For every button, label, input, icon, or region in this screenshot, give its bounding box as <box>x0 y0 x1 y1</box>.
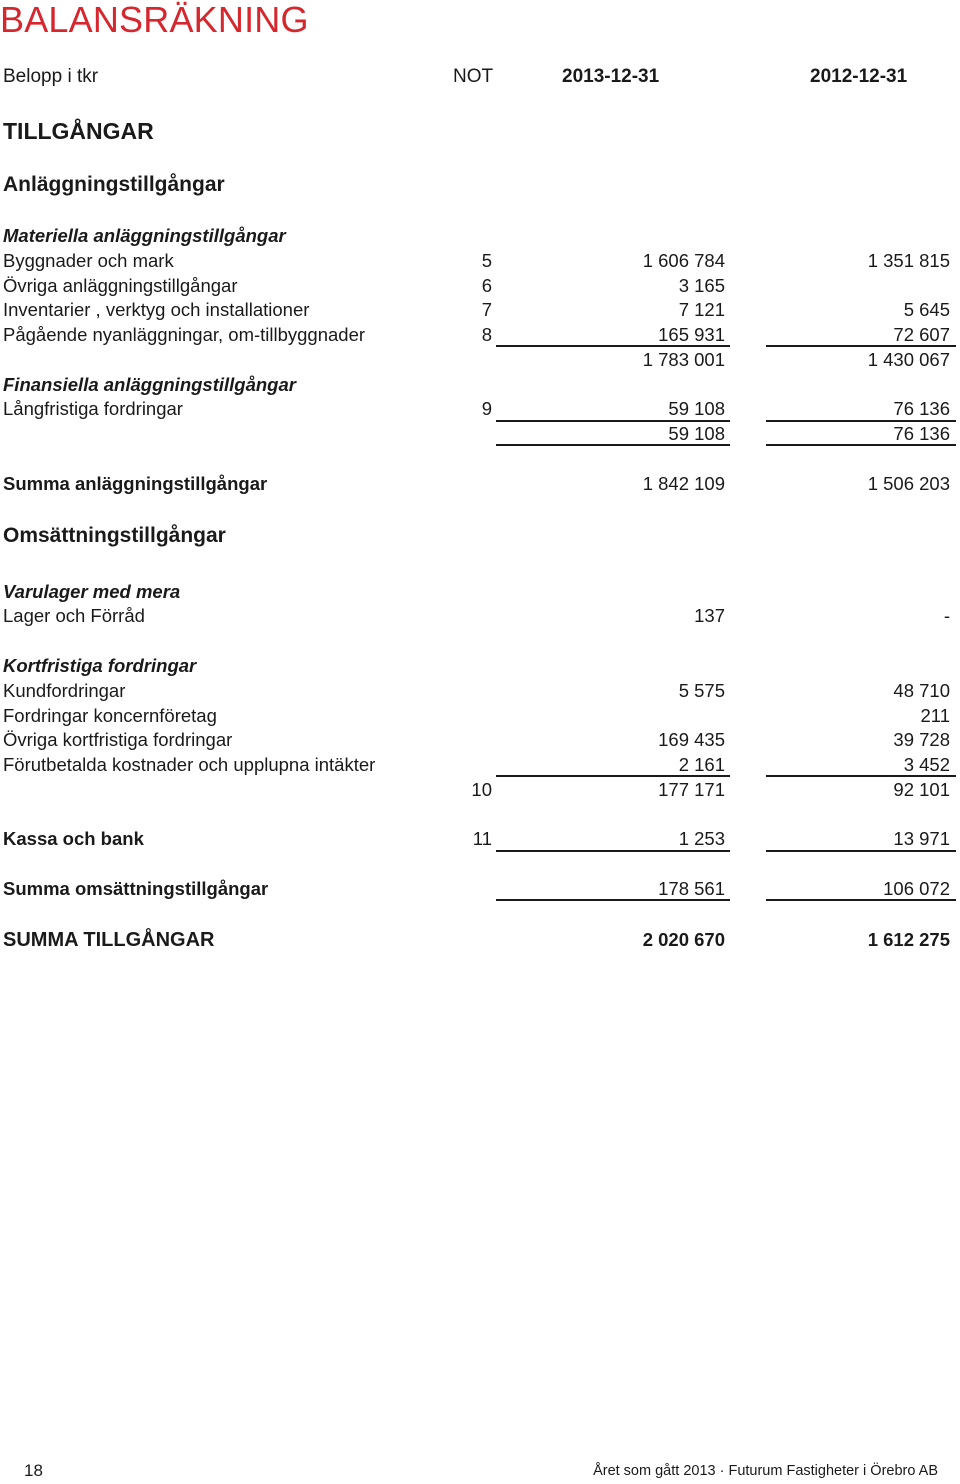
row-value-2012: 39 728 <box>893 729 950 750</box>
total-current-label: Summa omsättningstillgångar <box>3 878 269 899</box>
row-value-2012: 211 <box>920 705 950 726</box>
row-label: Lager och Förråd <box>3 605 145 626</box>
page-title: BALANSRÄKNING <box>0 0 309 40</box>
row-label: Förutbetalda kostnader och upplupna intäkter <box>3 754 376 775</box>
row-label: Långfristiga fordringar <box>3 398 183 419</box>
row-value-2012: 3 452 <box>903 754 950 775</box>
subheading-inventory: Varulager med mera <box>3 581 181 602</box>
subtotal-tangible-2012: 1 430 067 <box>867 349 950 370</box>
row-value-2012: 1 351 815 <box>867 250 950 271</box>
row-label: Pågående nyanläggningar, om-tillbyggnader <box>3 324 366 345</box>
subtotal-receivables-2013: 177 171 <box>658 779 725 800</box>
sum-rule <box>766 345 956 347</box>
subheading-receivables: Kortfristiga fordringar <box>3 655 197 676</box>
sum-rule <box>496 850 730 852</box>
row-value-2012: - <box>943 605 950 626</box>
grand-total-2013: 2 020 670 <box>642 929 725 950</box>
row-value-2012: 5 645 <box>903 299 950 320</box>
row-value-2012: 48 710 <box>893 680 950 701</box>
row-label: Övriga anläggningstillgångar <box>3 275 238 296</box>
row-value-2013: 3 165 <box>678 275 725 296</box>
sum-rule <box>766 899 956 901</box>
row-value-2013: 1 606 784 <box>642 250 725 271</box>
total-current-2013: 178 561 <box>658 878 725 899</box>
row-value-2013: 2 161 <box>678 754 725 775</box>
page-number: 18 <box>24 1461 43 1480</box>
column-header-year2: 2012-12-31 <box>810 66 908 87</box>
section-heading-current-assets: Omsättningstillgångar <box>3 524 226 547</box>
subtotal-receivables-2012: 92 101 <box>893 779 950 800</box>
row-note: 6 <box>481 275 492 296</box>
cash-note: 11 <box>472 828 492 849</box>
total-current-2012: 106 072 <box>883 878 950 899</box>
row-note: 9 <box>481 398 492 419</box>
row-label: Övriga kortfristiga fordringar <box>3 729 233 750</box>
row-value-2013: 59 108 <box>668 398 725 419</box>
row-label: Kundfordringar <box>3 680 126 701</box>
section-heading-fixed-assets: Anläggningstillgångar <box>3 173 225 196</box>
subtotal-financial-2013: 59 108 <box>668 423 725 444</box>
row-value-2013: 5 575 <box>678 680 725 701</box>
sum-rule <box>766 850 956 852</box>
cash-label: Kassa och bank <box>3 828 144 849</box>
grand-total-label: SUMMA TILLGÅNGAR <box>3 929 215 951</box>
footer-text: Året som gått 2013 · Futurum Fastigheter i Örebro AB <box>593 1463 938 1479</box>
sum-rule <box>496 444 730 446</box>
sum-rule <box>766 775 956 777</box>
row-value-2012: 72 607 <box>893 324 950 345</box>
subheading-financial: Finansiella anläggningstillgångar <box>3 374 296 395</box>
sum-rule <box>496 775 730 777</box>
row-note: 5 <box>481 250 492 271</box>
row-value-2012: 76 136 <box>893 398 950 419</box>
total-fixed-label: Summa anläggningstillgångar <box>3 473 268 494</box>
sum-rule <box>496 899 730 901</box>
row-label: Fordringar koncernföretag <box>3 705 217 726</box>
total-fixed-2013: 1 842 109 <box>642 473 725 494</box>
subtotal-financial-2012: 76 136 <box>893 423 950 444</box>
row-value-2013: 137 <box>694 605 725 626</box>
subheading-tangible: Materiella anläggningstillgångar <box>3 225 286 246</box>
row-value-2013: 7 121 <box>678 299 725 320</box>
cash-value-2013: 1 253 <box>678 828 725 849</box>
section-heading-assets: TILLGÅNGAR <box>3 118 154 144</box>
row-label: Inventarier , verktyg och installationer <box>3 299 310 320</box>
grand-total-2012: 1 612 275 <box>867 929 950 950</box>
row-label: Byggnader och mark <box>3 250 174 271</box>
row-note: 7 <box>481 299 492 320</box>
column-header-label: Belopp i tkr <box>3 66 99 87</box>
total-fixed-2012: 1 506 203 <box>867 473 950 494</box>
row-value-2013: 169 435 <box>658 729 725 750</box>
sum-rule <box>766 444 956 446</box>
column-header-year1: 2013-12-31 <box>562 66 660 87</box>
row-value-2013: 165 931 <box>658 324 725 345</box>
sum-rule <box>496 345 730 347</box>
subtotal-receivables-note: 10 <box>471 779 492 800</box>
cash-value-2012: 13 971 <box>893 828 950 849</box>
subtotal-tangible-2013: 1 783 001 <box>642 349 725 370</box>
column-header-note: NOT <box>453 66 494 87</box>
row-note: 8 <box>481 324 492 345</box>
